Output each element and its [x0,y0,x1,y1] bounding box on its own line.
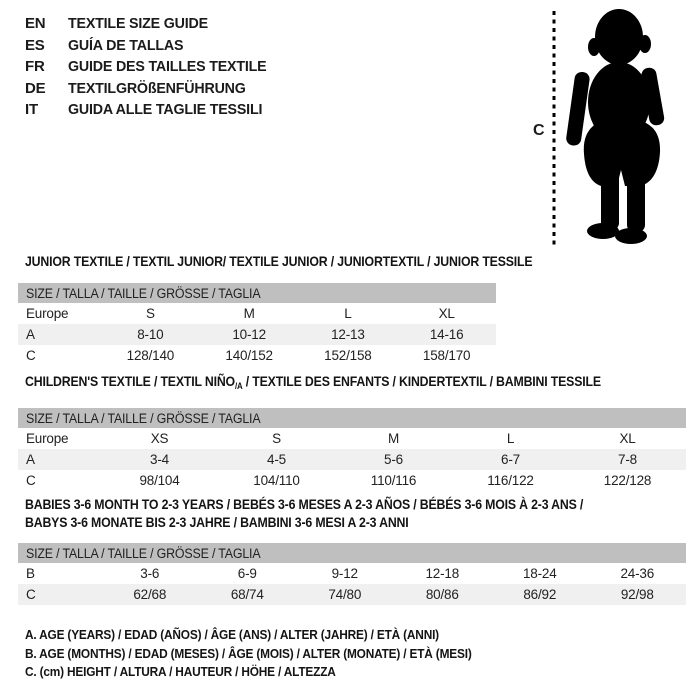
lang-code: IT [25,101,38,119]
row-label: C [26,473,36,488]
row-label: Europe [26,306,69,321]
lang-row-en [25,13,277,35]
size-cell: M [243,306,255,321]
value-cell: 128/140 [126,348,175,363]
babies-section-title-line2: BABYS 3-6 MONATE BIS 2-3 JAHRE / BAMBINI 3-6 MESI A 2-3 ANNI [25,514,409,530]
table-row-age [18,324,496,345]
lang-code: EN [25,15,46,33]
baby-silhouette-icon [561,4,689,246]
value-cell: 86/92 [523,587,557,602]
size-cell: S [272,431,281,446]
value-cell: 6-7 [501,452,520,467]
lang-title: GUIDA ALLE TAGLIE TESSILI [68,101,263,119]
size-cell: XS [150,431,169,446]
size-cell: L [344,306,352,321]
value-cell: 10-12 [232,327,266,342]
children-size-table [18,408,686,491]
height-measure-label: C [533,122,545,139]
footnote-a: A. AGE (YEARS) / EDAD (AÑOS) / ÂGE (ANS) / ALTER (JAHRE) / ETÀ (ANNI) [25,628,439,642]
row-label: A [26,452,35,467]
lang-code: DE [25,79,46,97]
footnote-legend [25,628,495,684]
babies-section-title-line1: BABIES 3-6 MONTH TO 2-3 YEARS / BEBÉS 3-6 MESES A 2-3 AÑOS / BÉBÉS 3-6 MOIS À 2-3 ANS / [25,496,584,512]
value-cell: 24-36 [620,566,655,581]
lang-title: TEXTILGRÖßENFÜHRUNG [68,79,246,97]
lang-code: FR [25,58,45,76]
table-row-months [18,563,686,584]
value-cell: 74/80 [328,587,362,602]
children-section-title [25,373,601,391]
row-label: C [26,587,36,602]
lang-title: TEXTILE SIZE GUIDE [68,15,208,33]
language-list [25,13,277,121]
size-cell: S [145,306,155,321]
value-cell: 122/128 [603,473,652,488]
value-cell: 80/86 [425,587,459,602]
value-cell: 62/68 [133,587,167,602]
value-cell: 5-6 [384,452,403,467]
value-cell: 4-5 [267,452,286,467]
row-label: C [26,348,36,363]
value-cell: 18-24 [522,566,557,581]
value-cell: 140/152 [225,348,273,363]
value-cell: 104/110 [253,473,300,488]
footnote-c: C. (cm) HEIGHT / ALTURA / HAUTEUR / HÖHE / ALTEZZA [25,665,336,679]
size-header-label: SIZE / TALLA / TAILLE / GRÖSSE / TAGLIA [26,410,261,426]
row-label: Europe [26,431,69,446]
junior-size-table [18,283,496,366]
lang-code: ES [25,36,45,54]
babies-size-table [18,543,686,605]
value-cell: 3-6 [140,566,160,581]
value-cell: 92/98 [620,587,654,602]
value-cell: 8-10 [137,327,164,342]
lang-title: GUIDE DES TAILLES TEXTILE [68,58,267,76]
value-cell: 14-16 [429,327,464,342]
lang-row-es [25,35,277,57]
size-header-bar [18,543,686,563]
lang-title: GUÍA DE TALLAS [68,36,184,54]
size-header-bar [18,283,496,303]
value-cell: 98/104 [139,473,180,488]
value-cell: 110/116 [370,473,417,488]
table-row-europe [18,303,496,324]
title-part: CHILDREN'S TEXTILE / TEXTIL NIÑO [25,373,235,389]
footnote-b: B. AGE (MONTHS) / EDAD (MESES) / ÂGE (MOIS) / ALTER (MONATE) / ETÀ (MESI) [25,646,472,661]
row-label: B [26,566,35,581]
value-cell: 68/74 [230,587,264,602]
value-cell: 12-18 [425,566,460,581]
table-row-height [18,584,686,605]
size-header-label: SIZE / TALLA / TAILLE / GRÖSSE / TAGLIA [26,545,261,561]
size-cell: XL [619,431,636,446]
row-label: A [26,327,35,342]
title-part: / TEXTILE DES ENFANTS / KINDERTEXTIL / BAMBINI TESSILE [242,373,601,389]
value-cell: 116/122 [487,473,534,488]
size-cell: L [506,431,515,446]
value-cell: 152/158 [324,348,372,363]
value-cell: 158/170 [422,348,471,363]
value-cell: 3-4 [150,452,169,467]
size-header-label: SIZE / TALLA / TAILLE / GRÖSSE / TAGLIA [26,285,261,301]
value-cell: 12-13 [331,327,365,342]
value-cell: 9-12 [331,566,358,581]
lang-row-de [25,78,277,100]
lang-row-fr [25,56,277,78]
size-header-bar [18,408,686,428]
size-cell: M [387,431,400,446]
size-cell: XL [438,306,455,321]
lang-row-it [25,99,277,121]
value-cell: 6-9 [237,566,257,581]
table-row-europe [18,428,686,449]
table-row-age [18,449,686,470]
height-dashed-line [551,11,557,245]
title-subscript: /A [234,381,243,391]
table-row-height [18,345,496,366]
junior-section-title: JUNIOR TEXTILE / TEXTIL JUNIOR/ TEXTILE JUNIOR / JUNIORTEXTIL / JUNIOR TESSILE [25,253,533,269]
value-cell: 7-8 [618,452,637,467]
table-row-height [18,470,686,491]
